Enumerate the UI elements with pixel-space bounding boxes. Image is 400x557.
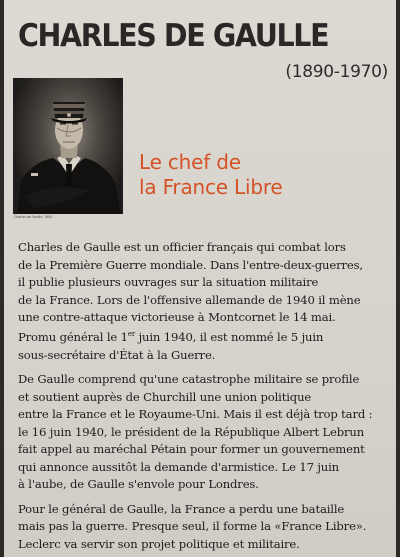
paragraph-2: [18, 371, 392, 494]
text-line: il publie plusieurs ouvrages sur la situation militaire: [18, 275, 319, 289]
paragraph-3: [18, 501, 392, 554]
body-text: [18, 239, 392, 557]
text-line: De Gaulle comprend qu'une catastrophe militaire se profile: [18, 372, 360, 387]
text-line: Leclerc va servir son projet politique et militaire.: [18, 536, 300, 551]
page-title: CHARLES DE GAULLE: [18, 18, 329, 54]
text-line: qui annonce aussitôt la demande d'armistice. Le 17 juin: [18, 459, 339, 474]
photo-caption: Charles de Gaulle, 1940: [14, 215, 53, 219]
text-line: de la France. Lors de l'offensive allemande de 1940 il mène: [18, 292, 361, 307]
text-line: Pour le général de Gaulle, la France a perdu une bataille: [18, 501, 345, 516]
subtitle-line: Le chef de: [139, 150, 241, 174]
text-line: et soutient auprès de Churchill une union politique: [18, 389, 312, 404]
text-line: Charles de Gaulle est un officier français qui combat lors: [18, 240, 346, 254]
life-dates: (1890-1970): [285, 62, 388, 82]
text-line: le 16 juin 1940, le président de la République Albert Lebrun: [18, 424, 365, 439]
text-line: une contre-attaque victorieuse à Montcornet le 14 mai.: [18, 310, 336, 324]
portrait-photo: [13, 78, 123, 214]
subtitle-line: la France Libre: [139, 175, 283, 199]
exhibit-panel: [4, 0, 396, 557]
text-line: à l'aube, de Gaulle s'envole pour Londres.: [18, 477, 259, 492]
text-line: de la Première Guerre mondiale. Dans l'entre-deux-guerres,: [18, 257, 363, 272]
text-line: entre la France et le Royaume-Uni. Mais il est déjà trop tard :: [18, 407, 373, 422]
text-line: fait appel au maréchal Pétain pour former un gouvernement: [18, 442, 365, 457]
paragraph-1: [18, 239, 392, 364]
section-subtitle: [139, 150, 283, 200]
text-line: sous-secrétaire d'État à la Guerre.: [18, 347, 216, 362]
text-line: mais pas la guerre. Presque seul, il forme la «France Libre».: [18, 519, 367, 534]
text-line: Promu général le 1er juin 1940, il est nommé le 5 juin: [18, 330, 324, 345]
